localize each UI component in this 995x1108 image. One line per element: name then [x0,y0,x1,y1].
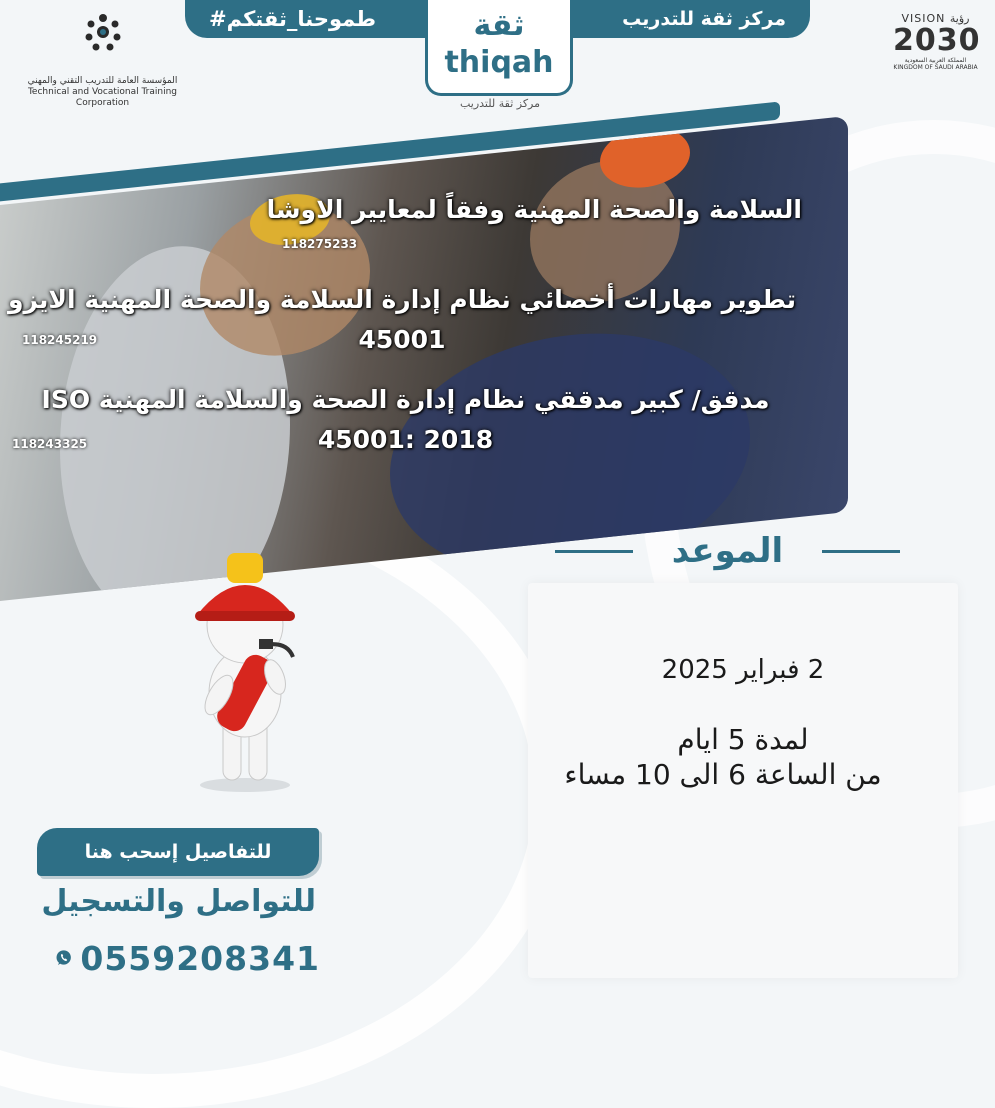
course-code: 118275233 [282,237,358,251]
tvtc-logo [20,8,185,109]
logo-english: thiqah [444,45,554,80]
course-code: 118243325 [12,437,88,451]
vision-subtitle: المملكة العربية السعودية KINGDOM OF SAUDI ARABIA [893,57,978,71]
tvtc-name-en: Technical and Vocational Training Corporation [27,87,178,108]
details-button[interactable]: للتفاصيل إسحب هنا [37,828,319,876]
center-name: مركز ثقة للتدريب [622,8,786,30]
tvtc-name-ar: المؤسسة العامة للتدريب التقني والمهني [27,76,178,86]
phone-row[interactable] [55,936,320,980]
whatsapp-icon [55,941,72,975]
course-item [0,190,820,230]
schedule-time: من الساعة 6 الى 10 مساء [564,758,882,791]
vision-2030-logo [893,12,981,71]
schedule-duration: لمدة 5 ايام [677,723,809,756]
course-item [0,280,820,360]
schedule-date: 2 فبراير 2025 [661,655,825,685]
schedule-header [555,530,900,572]
vision-year: 2030 [893,23,981,58]
phone-number[interactable]: 0559208341 [80,938,320,978]
schedule-label: الموعد [671,531,784,571]
course-code: 118245219 [22,333,98,347]
divider [555,550,633,553]
course-item [0,380,820,460]
logo-arabic: ثقة [473,8,525,43]
thiqah-logo [425,0,573,96]
logo-subtitle: مركز ثقة للتدريب [459,97,541,110]
course-title: السلامة والصحة المهنية وفقاً لمعايير الاوشا [266,195,802,224]
course-title: تطوير مهارات أخصائي نظام إدارة السلامة والصحة المهنية الايزو 45001 [7,285,797,354]
course-title: مدقق/ كبير مدققي نظام إدارة الصحة والسلامة المهنية ISO 45001: 2018 [41,385,770,454]
vision-label: VISION رؤية [901,12,970,25]
hashtag: #طموحنا_ثقتكم [209,7,376,31]
tvtc-emblem-icon [81,8,125,58]
divider [822,550,900,553]
contact-title: للتواصل والتسجيل [41,884,316,919]
safety-mascot-icon [175,545,325,795]
schedule-card [528,583,958,978]
